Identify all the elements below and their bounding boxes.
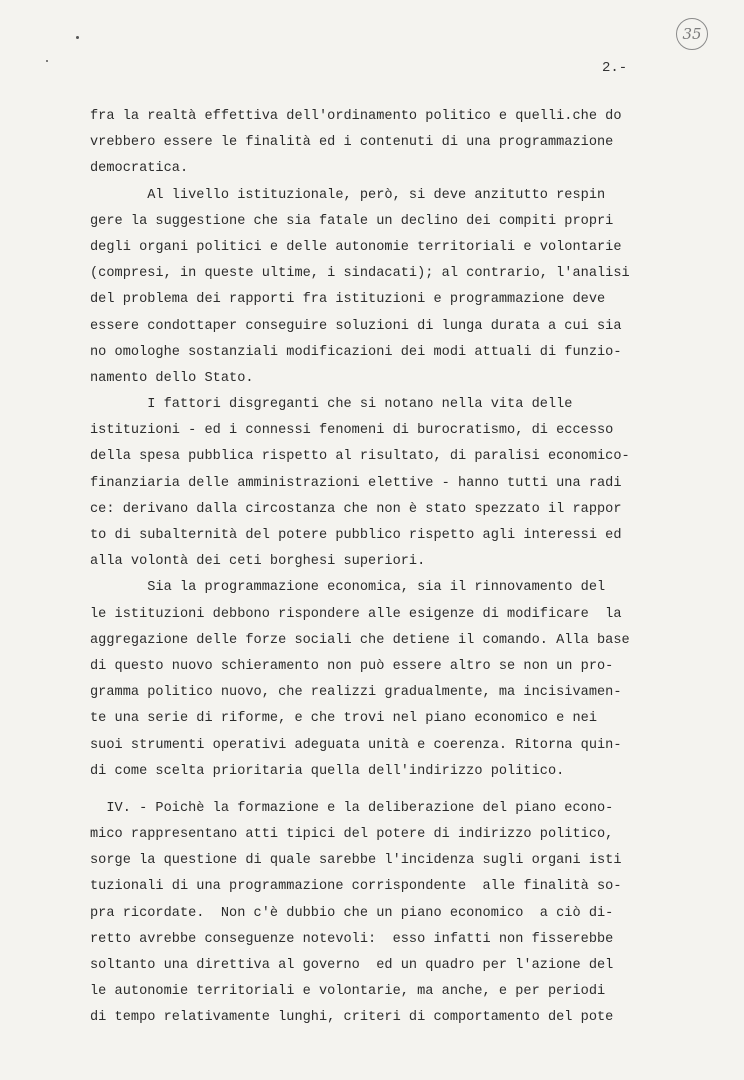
text-line: finanziaria delle amministrazioni elettive - hanno tutti una radi: [90, 475, 622, 491]
text-line: di come scelta prioritaria quella dell'indirizzo politico.: [90, 763, 565, 779]
ink-speck: [76, 36, 79, 39]
page-number: 2.-: [602, 60, 628, 76]
text-line: gere la suggestione che sia fatale un declino dei compiti propri: [90, 213, 614, 229]
text-line: tuzionali di una programmazione corrispondente alle finalità so-: [90, 879, 622, 895]
text-line: te una serie di riforme, e che trovi nel piano economico e nei: [90, 711, 598, 727]
text-line: di questo nuovo schieramento non può essere altro se non un pro-: [90, 658, 614, 674]
text-line: alla volontà dei ceti borghesi superiori.: [90, 554, 426, 570]
text-line: ce: derivano dalla circostanza che non è stato spezzato il rappor: [90, 501, 622, 517]
section-iv-block: [90, 796, 690, 1032]
text-line: namento dello Stato.: [90, 370, 254, 386]
body-text: [90, 104, 690, 1032]
paragraph-block-1: [90, 104, 690, 785]
text-line: democratica.: [90, 161, 189, 177]
text-line: mico rappresentano atti tipici del potere di indirizzo politico,: [90, 827, 614, 843]
text-line: fra la realtà effettiva dell'ordinamento politico e quelli.che do: [90, 109, 622, 124]
text-line: della spesa pubblica rispetto al risultato, di paralisi economico-: [90, 449, 630, 465]
text-line: IV. - Poichè la formazione e la deliberazione del piano econo-: [90, 800, 614, 816]
text-line: sorge la questione di quale sarebbe l'incidenza sugli organi isti: [90, 853, 622, 869]
text-line: di tempo relativamente lunghi, criteri di comportamento del pote: [90, 1010, 614, 1026]
page-stamp-number: 35: [676, 18, 708, 50]
text-line: vrebbero essere le finalità ed i contenuti di una programmazione: [90, 135, 614, 151]
text-line: istituzioni - ed i connessi fenomeni di burocratismo, di eccesso: [90, 423, 614, 439]
text-line: le autonomie territoriali e volontarie, ma anche, e per periodi: [90, 984, 606, 1000]
text-line: soltanto una direttiva al governo ed un quadro per l'azione del: [90, 958, 614, 973]
text-line: I fattori disgreganti che si notano nella vita delle: [90, 397, 573, 413]
text-line: retto avrebbe conseguenze notevoli: esso infatti non fisserebbe: [90, 931, 614, 947]
text-line: (compresi, in queste ultime, i sindacati); al contrario, l'analisi: [90, 266, 630, 282]
ink-speck: [46, 60, 48, 62]
text-line: essere condottaper conseguire soluzioni di lunga durata a cui sia: [90, 318, 622, 334]
text-line: le istituzioni debbono rispondere alle esigenze di modificare la: [90, 606, 622, 622]
text-line: Al livello istituzionale, però, si deve anzitutto respin: [90, 187, 606, 203]
text-line: degli organi politici e delle autonomie territoriali e volontarie: [90, 239, 622, 255]
text-line: aggregazione delle forze sociali che detiene il comando. Alla base: [90, 632, 630, 648]
text-line: to di subalternità del potere pubblico rispetto agli interessi ed: [90, 528, 622, 543]
section-gap: [90, 785, 690, 796]
text-line: Sia la programmazione economica, sia il rinnovamento del: [90, 580, 606, 596]
text-line: no omologhe sostanziali modificazioni dei modi attuali di funzio-: [90, 344, 622, 360]
text-line: del problema dei rapporti fra istituzioni e programmazione deve: [90, 292, 606, 308]
text-line: gramma politico nuovo, che realizzi gradualmente, ma incisivamen-: [90, 685, 622, 701]
text-line: pra ricordate. Non c'è dubbio che un piano economico a ciò di-: [90, 905, 614, 921]
text-line: suoi strumenti operativi adeguata unità e coerenza. Ritorna quin-: [90, 737, 622, 753]
